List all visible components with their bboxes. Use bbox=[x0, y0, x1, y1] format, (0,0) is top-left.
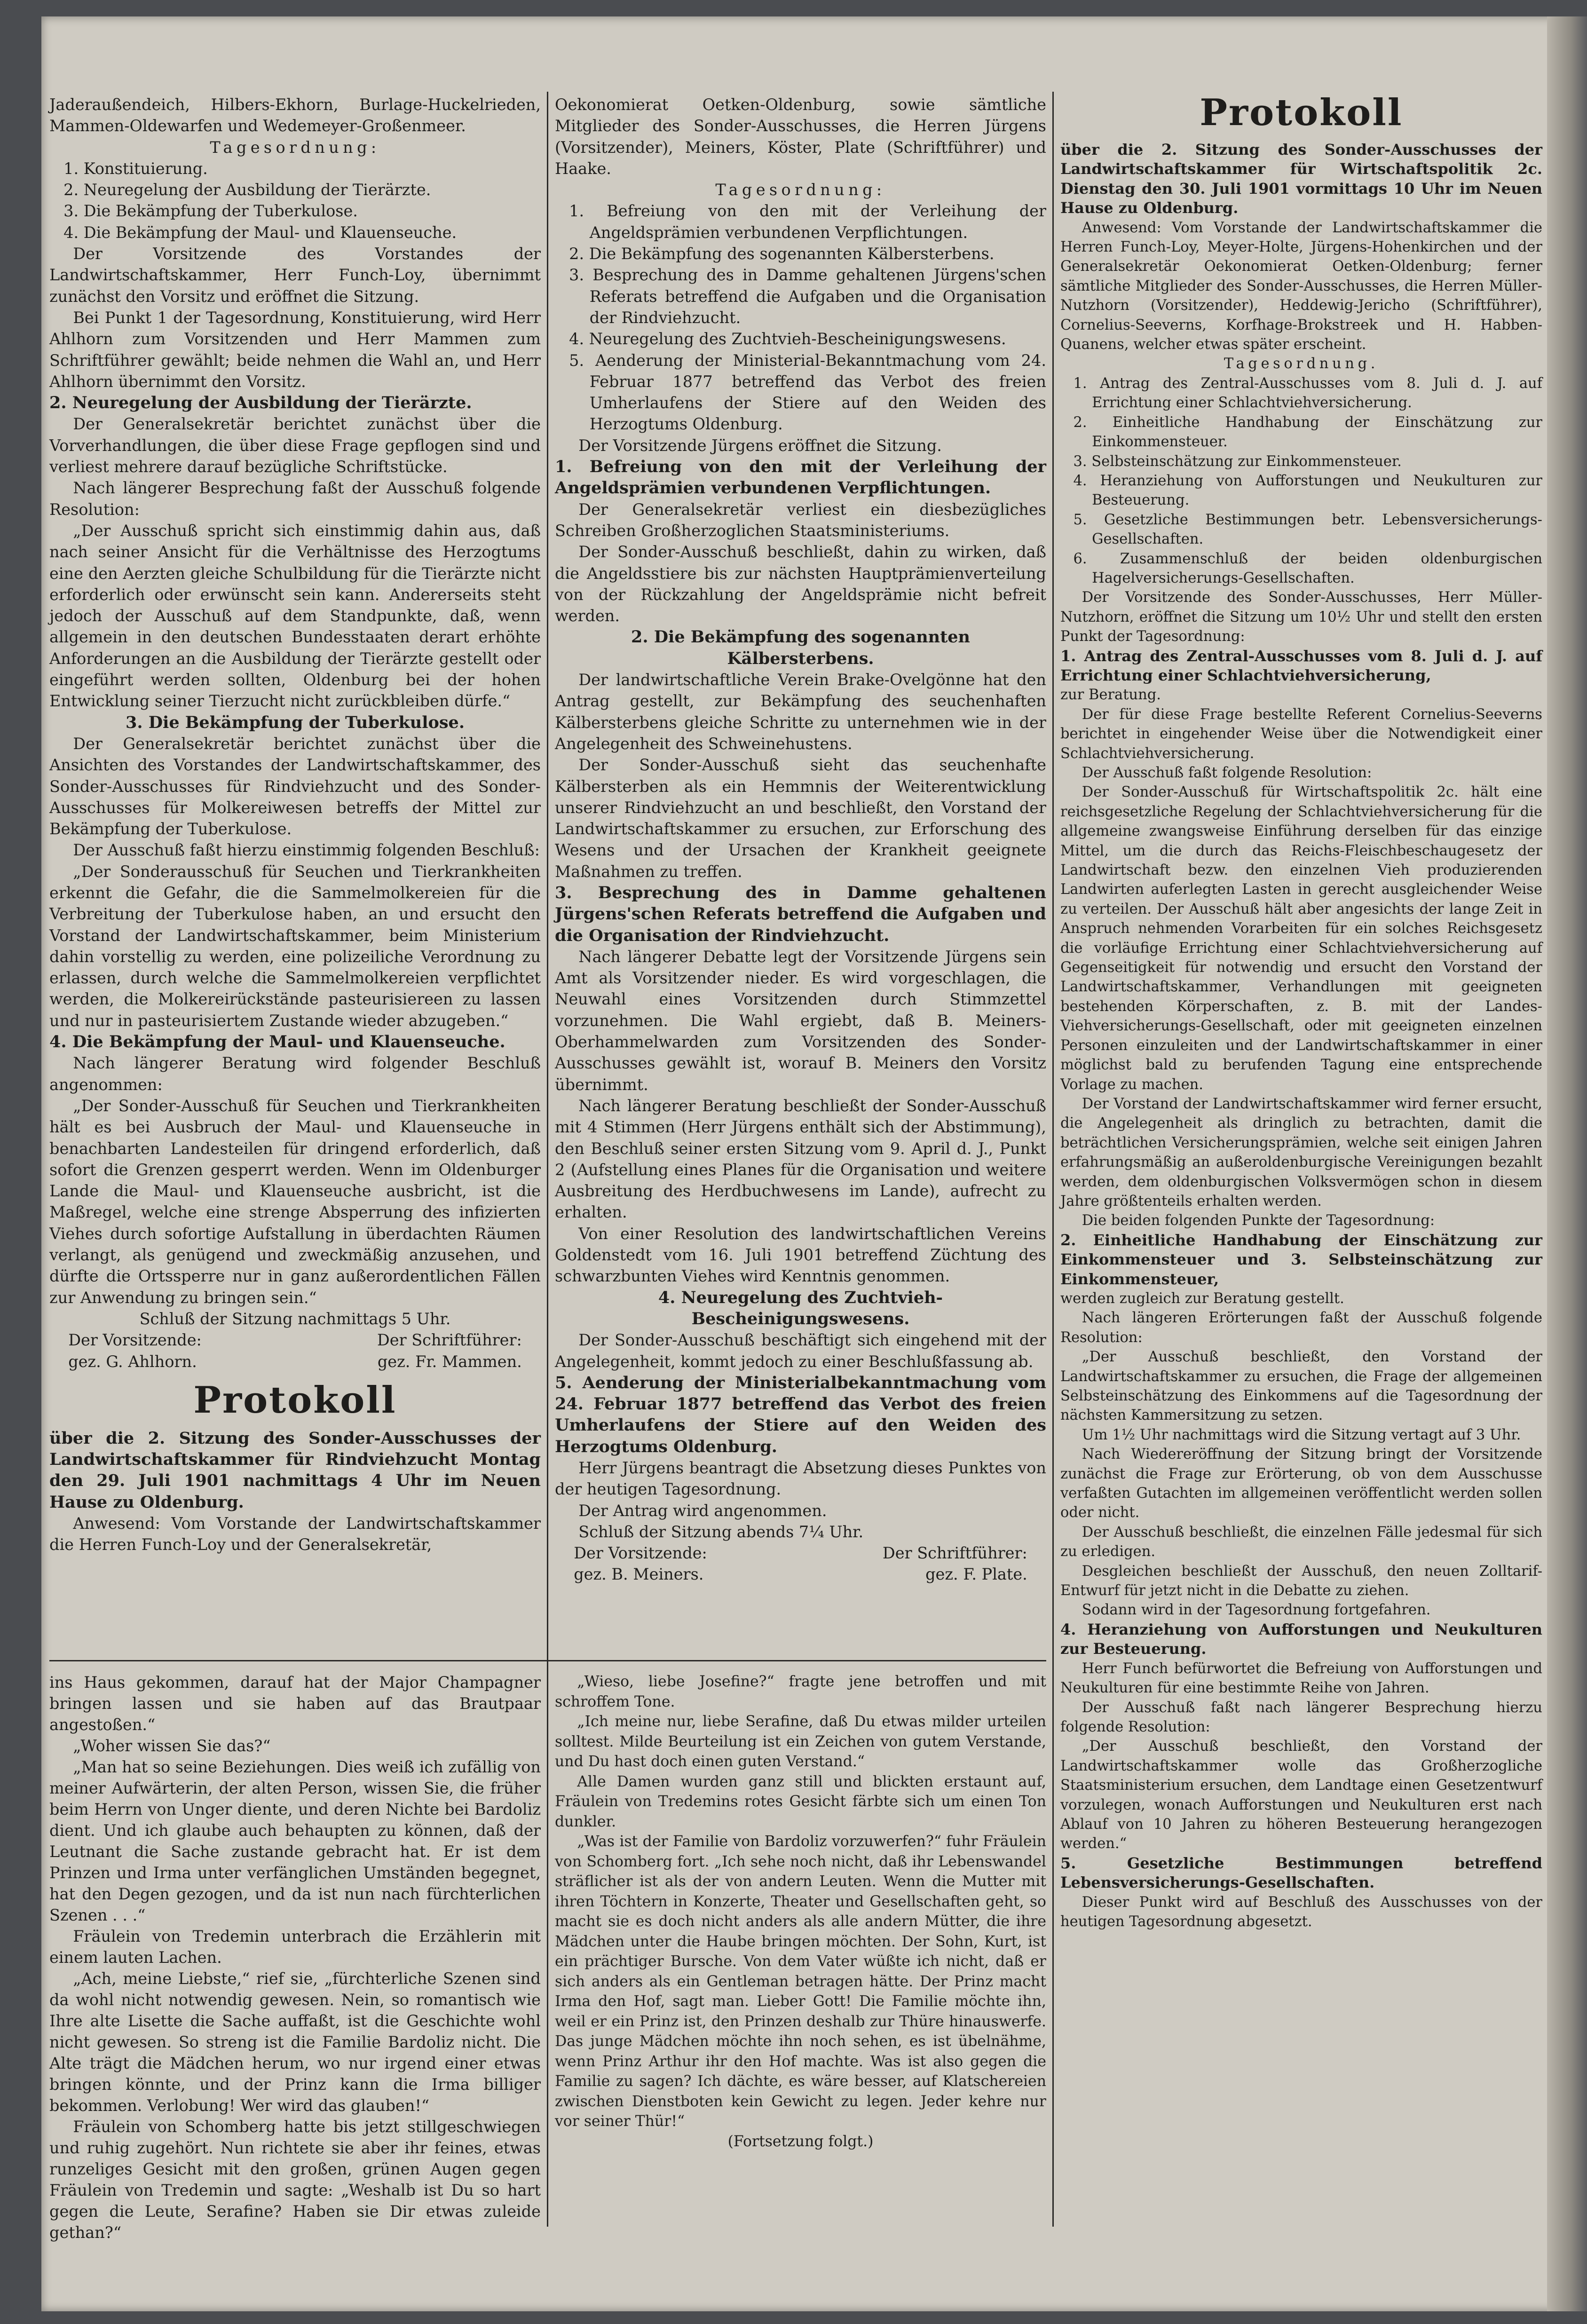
col3-heading: 1. Antrag des Zentral-Ausschusses vom 8. Juli d. J. auf Errichtung einer Schlachtviehversicherung, bbox=[1060, 647, 1542, 684]
col3-paragraph: Der Vorsitzende des Sonder-Ausschusses, Herr Müller-Nutzhorn, eröffnet die Sitzung um 10½ Uhr und stellt den ersten Punkt der Tagesordnung: bbox=[1060, 589, 1542, 645]
col2-heading: 4. Neuregelung des Zuchtvieh-Bescheinigungswesens. bbox=[658, 1288, 943, 1328]
col2-paragraph: Der landwirtschaftliche Verein Brake-Ovelgönne hat den Antrag gestellt, zur Bekämpfung des seuchenhaften Kälbersterbens gleiche Schritte zu unternehmen wie in der Angelegenheit des Schweinehustens. bbox=[555, 671, 1046, 753]
col3-paragraph: Der Ausschuß faßt nach längerer Besprechung hierzu folgende Resolution: bbox=[1060, 1699, 1542, 1735]
col2-agenda-item: 1. Befreiung von den mit der Verleihung der Angeldsprämien verbundenen Verpflichtungen. bbox=[569, 202, 1046, 242]
col1-paragraph: Der Generalsekretär berichtet zunächst über die Vorverhandlungen, die über diese Frage gepflogen sind und verliest mehrere darauf bezügliche Schriftstücke. bbox=[49, 415, 541, 476]
secretary-label: Der Schriftführer: bbox=[882, 1544, 1027, 1563]
secretary-signature: gez. F. Plate. bbox=[925, 1565, 1027, 1584]
col3-paragraph: Nach längeren Erörterungen faßt der Ausschuß folgende Resolution: bbox=[1060, 1310, 1542, 1346]
feuilleton-right bbox=[555, 1672, 1046, 2151]
col1-agenda-item: 3. Die Bekämpfung der Tuberkulose. bbox=[63, 202, 358, 221]
feuilleton-paragraph: „Was ist der Familie von Bardoliz vorzuwerfen?“ fuhr Fräulein von Schomberg fort. „Ich sehe noch nicht, daß ihr Lebenswandel sträflicher ist als der von andern Leuten. Wenn die Mutter mit ihren Töchtern in Konzerte, Theater und Gesellschaften geht, so macht sie es doch nicht anders als alle andern Mütter, die ihre Mädchen unter die Haube bringen möchten. Der Sohn, Kurt, ist ein prächtiger Bursche. Von dem Vater wüßte ich nicht, daß er sich anders als ein Gentleman betragen hätte. Der Prinz macht Irma den Hof, sagt man. Lieber Gott! Die Familie möchte ihn, weil er ein Prinz ist, den Prinzen deshalb zur Thüre hinauswerfe. Das junge Mädchen möchte ihn noch sehen, es ist übelnähme, wenn Prinz Arthur ihr den Hof machte. Was ist also gegen die Familie zu sagen? Ich dächte, es wäre besser, auf Klatschereien zwischen Dienstboten kein Gewicht zu legen. Jeder kehre nur vor seiner Thür!“ bbox=[555, 1833, 1046, 2130]
col1-paragraph: Der Generalsekretär berichtet zunächst über die Ansichten des Vorstandes der Landwirtschaftskammer, des Sonder-Ausschusses für Rindviehzucht und des Sonder-Ausschusses für Molkereiwesen betreffs der Mittel zur Bekämpfung der Tuberkulose. bbox=[49, 734, 541, 838]
col1-paragraph: „Der Sonderausschuß für Seuchen und Tierkrankheiten erkennt die Gefahr, die die Sammelmolkereien für die Verbreitung der Tuberkulose haben, an und ersucht den Vorstand der Landwirtschaftskammer, beim Ministerium dahin vorstellig zu werden, eine polizeiliche Verordnung zu erlassen, durch welche die Sammelmolkereien verpflichtet werden, die Molkereirückstände pasteurisiereen zu lassen und nur in pasteurisiertem Zustande wieder abzugeben.“ bbox=[49, 862, 541, 1030]
column-1 bbox=[49, 94, 541, 1556]
continuation-note: (Fortsetzung folgt.) bbox=[727, 2133, 874, 2150]
col1-closing: Schluß der Sitzung nachmittags 5 Uhr. bbox=[139, 1309, 451, 1328]
col1-paragraph: Der Vorsitzende des Vorstandes der Landwirtschaftskammer, Herr Funch-Loy, übernimmt zunächst den Vorsitz und eröffnet die Sitzung. bbox=[49, 245, 541, 306]
feuilleton-paragraph: Fräulein von Tredemin unterbrach die Erzählerin mit einem lauten Lachen. bbox=[49, 1927, 541, 1967]
col2-paragraph: Herr Jürgens beantragt die Absetzung dieses Punktes von der heutigen Tagesordnung. bbox=[555, 1459, 1046, 1499]
col1-paragraph: Nach längerer Beratung wird folgender Beschluß angenommen: bbox=[49, 1054, 541, 1094]
feuilleton-rule-mid bbox=[555, 1660, 1046, 1661]
col2-paragraph: Nach längerer Debatte legt der Vorsitzende Jürgens sein Amt als Vorsitzender nieder. Es wird vorgeschlagen, die Neuwahl eines Vorsitzenden durch Stimmzettel vorzunehmen. Die Wahl ergiebt, daß B. Meiners-Oberhammelwarden zum Vorsitzenden des Sonder-Ausschusses gewählt ist, worauf B. Meiners den Vorsitz übernimmt. bbox=[555, 947, 1046, 1094]
protokoll-heading: Protokoll bbox=[1200, 91, 1403, 134]
feuilleton-paragraph: Fräulein von Schomberg hatte bis jetzt stillgeschwiegen und ruhig zugehört. Nun richtete sie aber ihr feines, etwas runzeliges Gesicht mit den großen, grünen Augen gegen Fräulein von Tredemin und sagte: „Weshalb ist Du so hart gegen die Leute, Serafine? Haben sie Dir etwas zuleide gethan?“ bbox=[49, 2118, 541, 2242]
col1-heading: 2. Neuregelung der Ausbildung der Tierärzte. bbox=[49, 393, 472, 413]
col3-paragraph: Der Sonder-Ausschuß für Wirtschaftspolitik 2c. hält eine reichsgesetzliche Regelung der Schlachtviehversicherung für die allgemeine zwangsweise Einführung derselben für das einzige Mittel, um die durch das Reichs-Fleischbeschaugesetz der Landwirtschaft bezw. den einzelnen Vieh produzierenden Landwirten auferlegten Lasten in gerecht ausgleichender Weise zu verteilen. Der Ausschuß hält aber angesichts der lange Zeit in Anspruch nehmenden Vorarbeiten für ein solches Reichsgesetz die vorläufige Errichtung einer Schlachtviehversicherung auf Gegenseitigkeit für notwendig und ersucht den Vorstand der Landwirtschaftskammer, Verhandlungen mit geeigneten bestehenden Körperschaften, z. B. mit der Landes-Viehversicherungs-Gesellschaft, oder mit geeigneten einzelnen Personen einzuleiten und der Landwirtschaftskammer in einer möglichst bald zu berufenden Tagung eine entsprechende Vorlage zu machen. bbox=[1060, 784, 1542, 1093]
protokoll-subtitle: über die 2. Sitzung des Sonder-Ausschusses der Landwirtschaftskammer für Rindviehzucht Montag den 29. Juli 1901 nachmittags 4 Uhr im Neuen Hause zu Oldenburg. bbox=[49, 1428, 541, 1512]
col3-agenda-item: 1. Antrag des Zentral-Ausschusses vom 8. Juli d. J. auf Errichtung einer Schlachtviehversicherung. bbox=[1073, 375, 1542, 411]
column-rule-right bbox=[1052, 92, 1054, 2227]
col3-agenda-item: 2. Einheitliche Handhabung der Einschätzung zur Einkommensteuer. bbox=[1073, 414, 1542, 451]
col2-paragraph: Der Generalsekretär verliest ein diesbezügliches Schreiben Großherzoglichen Staatsministeriums. bbox=[555, 500, 1046, 540]
col3-paragraph: Sodann wird in der Tagesordnung fortgefahren. bbox=[1082, 1602, 1431, 1619]
col2-heading: 5. Aenderung der Ministerialbekanntmachung vom 24. Februar 1877 betreffend das Verbot des freien Umherlaufens der Stiere auf den Weiden des Herzogtums Oldenburg. bbox=[555, 1373, 1046, 1456]
col3-agenda-title: Tagesordnung. bbox=[1224, 356, 1379, 372]
col1-signature-labels bbox=[49, 1329, 541, 1351]
col1-agenda-title: Tagesordnung: bbox=[210, 138, 380, 157]
column-2 bbox=[555, 94, 1046, 1585]
col2-agenda-item: 5. Aenderung der Ministerial-Bekanntmachung vom 24. Februar 1877 betreffend das Verbot des freien Umherlaufens der Stiere auf den Weiden des Herzogtums Oldenburg. bbox=[569, 351, 1046, 434]
col2-heading: 3. Besprechung des in Damme gehaltenen Jürgens'schen Referats betreffend die Aufgaben und die Organisation der Rindviehzucht. bbox=[555, 883, 1046, 945]
col2-paragraph: Der Antrag wird angenommen. bbox=[578, 1501, 827, 1520]
col3-paragraph: „Der Ausschuß beschließt, den Vorstand der Landwirtschaftskammer zu ersuchen, die Frage der allgemeinen Selbsteinschätzung des Einkommens auf die Tagesordnung der nächsten Kammersitzung zu setzen. bbox=[1060, 1349, 1542, 1424]
col3-paragraph: Herr Funch befürwortet die Befreiung von Aufforstungen und Neukulturen für eine bestimmte Reihe von Jahren. bbox=[1060, 1660, 1542, 1697]
feuilleton-paragraph: „Ich meine nur, liebe Serafine, daß Du etwas milder urteilen solltest. Milde Beurteilung ist ein Zeichen von gutem Verstande, und Du hast doch einen guten Verstand.“ bbox=[555, 1713, 1046, 1770]
col2-agenda-item: 2. Die Bekämpfung des sogenannten Kälbersterbens. bbox=[569, 245, 995, 263]
col3-heading: 2. Einheitliche Handhabung der Einschätzung zur Einkommensteuer und 3. Selbsteinschätzung zur Einkommensteuer, bbox=[1060, 1231, 1542, 1288]
col2-paragraph: Der Sonder-Ausschuß beschließt, dahin zu wirken, daß die Angeldsstiere bis zur nächsten Hauptprämienverteilung von der Rückzahlung der Angeldsprämie nicht befreit werden. bbox=[555, 543, 1046, 625]
col3-agenda-item: 3. Selbsteinschätzung zur Einkommensteuer. bbox=[1073, 453, 1402, 470]
col3-paragraph: Der Ausschuß beschließt, die einzelnen Fälle jedesmal für sich zu erledigen. bbox=[1060, 1524, 1542, 1560]
column-rule-left bbox=[547, 92, 548, 2227]
col1-paragraph: Nach längerer Besprechung faßt der Ausschuß folgende Resolution: bbox=[49, 479, 541, 519]
col2-paragraph: Der Vorsitzende Jürgens eröffnet die Sitzung. bbox=[578, 436, 942, 455]
col3-paragraph: werden zugleich zur Beratung gestellt. bbox=[1060, 1290, 1344, 1307]
col2-signatures bbox=[555, 1564, 1046, 1585]
col3-paragraph: Der für diese Frage bestellte Referent Cornelius-Seeverns berichtet in eingehender Weise über die Notwendigkeit einer Schlachtviehversicherung. bbox=[1060, 706, 1542, 762]
feuilleton-paragraph: ins Haus gekommen, darauf hat der Major Champagner bringen lassen und sie haben auf das Brautpaar angestoßen.“ bbox=[49, 1673, 541, 1734]
protokoll-heading: Protokoll bbox=[193, 1378, 397, 1422]
chair-label: Der Vorsitzende: bbox=[574, 1544, 707, 1563]
col1-heading: 4. Die Bekämpfung der Maul- und Klauenseuche. bbox=[49, 1032, 505, 1052]
col3-agenda-item: 6. Zusammenschluß der beiden oldenburgischen Hagelversicherungs-Gesellschaften. bbox=[1073, 550, 1542, 586]
chair-label: Der Vorsitzende: bbox=[68, 1331, 202, 1350]
col3-paragraph: Nach Wiedereröffnung der Sitzung bringt der Vorsitzende zunächst die Frage zur Erörterung, ob von dem Ausschusse verfaßten Gutachten im allgemeinen veröffentlicht werden sollen oder nicht. bbox=[1060, 1446, 1542, 1521]
col3-heading: 4. Heranziehung von Aufforstungen und Neukulturen zur Besteuerung. bbox=[1060, 1620, 1542, 1658]
secretary-label: Der Schriftführer: bbox=[377, 1331, 522, 1350]
col1-paragraph: Bei Punkt 1 der Tagesordnung, Konstituierung, wird Herr Ahlhorn zum Vorsitzenden und Herr Mammen zum Schriftführer gewählt; beide nehmen die Wahl an, und Herr Ahlhorn übernimmt den Vorsitz. bbox=[49, 308, 541, 391]
col1-agenda-item: 4. Die Bekämpfung der Maul- und Klauenseuche. bbox=[63, 223, 457, 242]
col1-paragraph: Anwesend: Vom Vorstande der Landwirtschaftskammer die Herren Funch-Loy und der Generalsekretär, bbox=[49, 1514, 541, 1554]
column-3 bbox=[1060, 91, 1542, 1931]
col1-heading: 3. Die Bekämpfung der Tuberkulose. bbox=[125, 712, 465, 732]
col1-agenda-item: 1. Konstituierung. bbox=[63, 159, 208, 178]
page-edge bbox=[1547, 16, 1587, 2311]
col3-paragraph: zur Beratung. bbox=[1060, 687, 1161, 704]
feuilleton-paragraph: „Wieso, liebe Josefine?“ fragte jene betroffen und mit schroffem Tone. bbox=[555, 1673, 1046, 1710]
col1-paragraph: Der Ausschuß faßt hierzu einstimmig folgenden Beschluß: bbox=[73, 841, 540, 860]
col1-paragraph: „Der Ausschuß spricht sich einstimmig dahin aus, daß nach seiner Ansicht für die Verhältnisse des Herzogtums eine den Aerzten gleiche Schulbildung für die Tierärzte nicht erforderlich oder erwünscht sein kann. Andererseits steht jedoch der Ausschuß auf dem Standpunkte, daß, wenn allgemein in den deutschen Bundesstaaten derart erhöhte Anforderungen an die Ausbildung der Tierärzte gestellt oder eingeführt werden sollten, Oldenburg bei der hohen Entwicklung seiner Tierzucht nicht zurückbleiben dürfe.“ bbox=[49, 521, 541, 711]
col3-paragraph: Anwesend: Vom Vorstande der Landwirtschaftskammer die Herren Funch-Loy, Meyer-Holte, Jürgens-Hohenkirchen und der Generalsekretär Oekonomierat Oetken-Oldenburg; ferner sämtliche Mitglieder des Sonder-Ausschusses, die Herren Müller-Nutzhorn (Vorsitzender), Heddewig-Jericho (Schriftführer), Cornelius-Seeverns, Korfhage-Brokstreek und H. Habben-Quanens, welcher etwas später erscheint. bbox=[1060, 219, 1542, 353]
col3-paragraph: Die beiden folgenden Punkte der Tagesordnung: bbox=[1082, 1212, 1435, 1229]
feuilleton-paragraph: „Ach, meine Liebste,“ rief sie, „fürchterliche Szenen sind da wohl nicht notwendig gewesen. Nein, so romantisch wie Ihre alte Lisette die Sache auffaßt, ist die Geschichte wohl nicht gewesen. So streng ist die Familie Bardoliz nicht. Die Alte trägt die Mädchen herum, wo nur irgend einer etwas bringen könnte, und der Prinz kann die Irma billiger bekommen. Verlobung! Wer wird das glauben!“ bbox=[49, 1969, 541, 2115]
col2-paragraph: Oekonomierat Oetken-Oldenburg, sowie sämtliche Mitglieder des Sonder-Ausschusses, die Herren Jürgens (Vorsitzender), Meiners, Köster, Plate (Schriftführer) und Haake. bbox=[555, 95, 1046, 178]
chair-signature: gez. G. Ahlhorn. bbox=[68, 1352, 197, 1371]
col2-signature-labels bbox=[555, 1542, 1046, 1564]
feuilleton-paragraph: „Man hat so seine Beziehungen. Dies weiß ich zufällig von meiner Aufwärterin, der alten Person, wissen Sie, die früher beim Herrn von Unger diente, und deren Nichte bei Bardoliz dient. Und ich glaube auch behaupten zu können, daß der Leutnant die Sache zustande gebracht hat. Er ist dem Prinzen und Irma unter verfänglichen Umständen begegnet, hat den Degen gezogen, und da ist nun nach fürchterlichen Szenen . . .“ bbox=[49, 1758, 541, 1924]
col2-agenda-title: Tagesordnung: bbox=[715, 181, 886, 199]
col2-paragraph: Der Sonder-Ausschuß beschäftigt sich eingehend mit der Angelegenheit, kommt jedoch zu einer Beschlußfassung ab. bbox=[555, 1331, 1046, 1371]
col2-paragraph: Von einer Resolution des landwirtschaftlichen Vereins Goldenstedt vom 16. Juli 1901 betreffend Züchtung des schwarzbunten Viehes wird Kenntnis genommen. bbox=[555, 1224, 1046, 1286]
col3-paragraph: Desgleichen beschließt der Ausschuß, den neuen Zolltarif-Entwurf für jetzt nicht in die Debatte zu ziehen. bbox=[1060, 1563, 1542, 1599]
protokoll-subtitle: über die 2. Sitzung des Sonder-Ausschusses der Landwirtschaftskammer für Wirtschaftspolitik 2c. Dienstag den 30. Juli 1901 vormittags 10 Uhr im Neuen Hause zu Oldenburg. bbox=[1060, 141, 1542, 217]
col2-closing: Schluß der Sitzung abends 7¼ Uhr. bbox=[578, 1522, 864, 1541]
col2-paragraph: Nach längerer Beratung beschließt der Sonder-Ausschuß mit 4 Stimmen (Herr Jürgens enthält sich der Abstimmung), den Beschluß seiner ersten Sitzung vom 9. April d. J., Punkt 2 (Aufstellung eines Planes für die Organisation und weitere Ausbreitung des Herdbuchwesens im Lande), aufrecht zu erhalten. bbox=[555, 1096, 1046, 1222]
secretary-signature: gez. Fr. Mammen. bbox=[377, 1352, 522, 1371]
col3-agenda-item: 4. Heranziehung von Aufforstungen und Neukulturen zur Besteuerung. bbox=[1073, 472, 1542, 509]
col2-paragraph: Der Sonder-Ausschuß sieht das seuchenhafte Kälbersterben als ein Hemmnis der Weiterentwicklung unserer Rindviehzucht an und beschließt, den Vorstand der Landwirtschaftskammer zu ersuchen, zur Erforschung des Wesens und der Ursachen der Krankheit geeignete Maßnahmen zu treffen. bbox=[555, 756, 1046, 881]
col1-signatures bbox=[49, 1351, 541, 1372]
col3-paragraph: Der Vorstand der Landwirtschaftskammer wird ferner ersucht, die Angelegenheit als dringlich zu betrachten, damit die beträchtlichen Versicherungsprämien, welche seit einigen Jahren erfahrungsmäßig an außeroldenburgische Vereinigungen bezahlt werden, dem oldenburgischen Volksvermögen schon in diesem Jahre größtenteils erhalten werden. bbox=[1060, 1095, 1542, 1209]
col1-paragraph: „Der Sonder-Ausschuß für Seuchen und Tierkrankheiten hält es bei Ausbruch der Maul- und Klauenseuche in benachbarten Landesteilen für dringend erforderlich, daß sofort die Grenzen gesperrt werden. Wenn im Oldenburger Lande die Maul- und Klauenseuche ausbricht, ist die Maßregel, welche eine strenge Absperrung des infizierten Viehes durch sofortige Aufstallung in überdachten Räumen verlangt, als genügend und zweckmäßig anzusehen, und dürfte die Ortssperre nur in ganz außerordentlichen Fällen zur Anwendung zu bringen sein.“ bbox=[49, 1096, 541, 1307]
col3-paragraph: Dieser Punkt wird auf Beschluß des Ausschusses von der heutigen Tagesordnung abgesetzt. bbox=[1060, 1894, 1542, 1930]
col3-paragraph: Der Ausschuß faßt folgende Resolution: bbox=[1082, 765, 1372, 781]
col2-agenda-item: 3. Besprechung des in Damme gehaltenen Jürgens'schen Referats betreffend die Aufgaben und die Organisation der Rindviehzucht. bbox=[569, 266, 1046, 327]
col3-agenda-item: 5. Gesetzliche Bestimmungen betr. Lebensversicherungs-Gesellschaften. bbox=[1073, 511, 1542, 548]
feuilleton-paragraph: „Woher wissen Sie das?“ bbox=[73, 1737, 271, 1755]
feuilleton-left bbox=[49, 1672, 541, 2243]
col2-heading: 1. Befreiung von den mit der Verleihung der Angeldsprämien verbundenen Verpflichtungen. bbox=[555, 457, 1046, 498]
col1-intro: Jaderaußendeich, Hilbers-Ekhorn, Burlage-Huckelrieden, Mammen-Oldewarfen und Wedemeyer-Großenmeer. bbox=[49, 95, 541, 135]
feuilleton-paragraph: Alle Damen wurden ganz still und blickten erstaunt auf, Fräulein von Tredemins rotes Gesicht färbte sich um einen Ton dunkler. bbox=[555, 1773, 1046, 1830]
col2-heading: 2. Die Bekämpfung des sogenannten Kälbersterbens. bbox=[631, 627, 971, 668]
col3-paragraph: Um 1½ Uhr nachmittags wird die Sitzung vertagt auf 3 Uhr. bbox=[1082, 1426, 1521, 1443]
chair-signature: gez. B. Meiners. bbox=[574, 1565, 704, 1584]
col2-agenda-item: 4. Neuregelung des Zuchtvieh-Bescheinigungswesens. bbox=[569, 330, 1006, 348]
col3-paragraph: „Der Ausschuß beschließt, den Vorstand der Landwirtschaftskammer wolle das Großherzogliche Staatsministerium ersuchen, dem Landtage einen Gesetzentwurf vorzulegen, wonach Aufforstungen und Neukulturen erst nach Ablauf von 10 Jahren zu höheren Besteuerung herangezogen werden.“ bbox=[1060, 1738, 1542, 1852]
col3-heading: 5. Gesetzliche Bestimmungen betreffend Lebensversicherungs-Gesellschaften. bbox=[1060, 1854, 1542, 1892]
col1-agenda-item: 2. Neuregelung der Ausbildung der Tierärzte. bbox=[63, 181, 431, 199]
